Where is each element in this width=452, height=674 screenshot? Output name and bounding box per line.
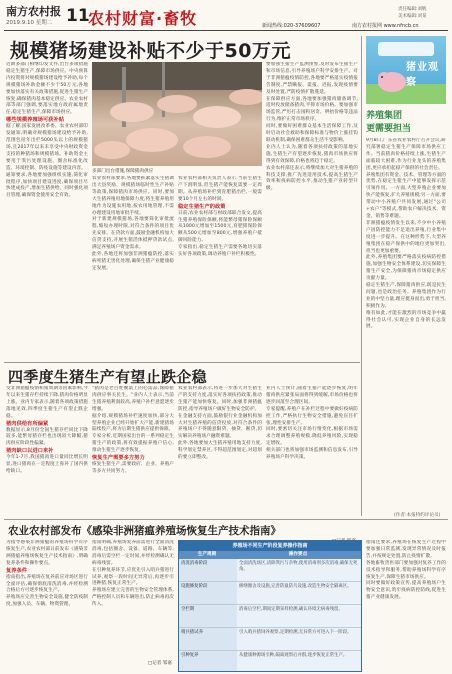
article3-col4: 指南还要求,养殖场在恢复生产过程中要加强日常监测,发现异常情况及时报告,并按规定处置,防止疫情扩散。 各地畜牧兽医部门要加强对复养工作的技术指导和服务,帮助养殖场科学有序恢复生产,保障生猪市场供应。 同时要做好政策宣传,提高养殖场户生物安全意识,筑牢疫病防控防线,促进生猪产业健康发展。 [366,540,446,601]
lead-article-col3: 农业农村部相关负责人表示,当前生猪生产下滑明显,但生猪产能恢复需要一定周期。从养殖场补栏到育肥猪出栏,一般需要10个月左右的时间。 稳定生猪生产的政策 日前,农业农村部与财政部联合发文,提高生猪养殖保险保额,将能繁母猪保险保额从1000元增加至1500元,育肥猪保险保额从500元增加至800元,增强养殖户抵御风险能力。 专家指出,稳定生猪生产需要各地切实落实好各项政策,调动养殖户补栏积极性。 [178,176,262,258]
article3-headline: 农业农村部发布《感染非洲猪瘟养殖场恢复生产技术指南》 [8,525,281,537]
table-title: 养殖场不同生产阶段复养操作指南 [179,541,361,551]
lead-article-col2: 农业农村部要求,各地要抓紧落实生猪调出大县奖励、规模猪场临时性生产补贴等政策,保障猪肉市场供应。同时,要加大生猪养殖用地保障力度,将生猪养殖用地作为设施农用地,按农用地管理,不需办理建设用地审批手续。 对于新建规模猪场,各地要简化审批流程,缩短办理时限,对符合条件的项目优先安排。在贷款方面,鼓励金融机构加大信贷支持,开展生猪活体抵押贷款试点,满足养殖场户资金需求。 此外,各地还将加强非洲猪瘟防控,落实病死猪无害化处理,确保生猪产业健康稳定发展。 [92,176,174,271]
side-brand: 养殖集团 [366,111,403,121]
recovery-table [178,540,362,672]
side-banner [366,36,446,104]
side-headline: 更需要担当 [366,124,412,134]
table-cell-stage: 空栏期 [179,605,237,627]
table-cell-stage: 清洗消毒阶段 [179,559,237,581]
masthead [0,0,452,32]
article2-headline: 四季度生猪生产有望止跌企稳 [8,368,207,386]
article2-col1: 受非洲猪瘟疫情和猪周期等因素影响,今年以来生猪存栏持续下降,猪肉价格明显上涨。业内专家表示,随着各项政策措施落地见效,四季度生猪生产有望止跌企稳。 猪肉供给有所偏紧 数据显示,8月份全国生猪存栏同比下降较多,能繁母猪存栏也出现较大降幅,猪肉供应阶段性偏紧。 猪肉缺口以进口来补 今年1-7月,我国猪肉进口量同比增长明显,进口猪肉在一定程度上弥补了国内供给缺口。 [6,386,88,475]
table-row: 设施修复阶段 修缮圈舍及设施,完善防鼠防鸟设施,改造生物安全隔离区。 [179,582,361,605]
photo-caption: 多部门出台措施,保障猪肉供应 [92,169,154,174]
article3-subhead-1: 复养条件 [6,567,28,574]
lead-headline: 规模猪场建设补贴不少于50万元 [10,40,291,62]
news-hotline: 新闻热线:020-37609607 [262,23,321,29]
table-row: 哨兵猪试养 引入哨兵猪饲养观察,定期检测,无异常方可进入下一阶段。 [179,628,361,651]
side-banner-text: 猪业观察 [406,62,439,88]
article2-col3: 农业农村部表示,将进一步加大对生猪生产的支持力度,落实好各项扶持政策,推动生猪产能加快恢复。同时,加强非洲猪瘟防控,指导养殖场户做好生物安全防护。 在金融支持方面,鼓励银行业金融机构加大对生猪养殖的信贷投放,对符合条件的养殖场户不得随意限贷、抽贷、断贷,切实解决养殖场户融资难题。 此外,各地要加大生猪养殖用地支持力度,科学划定禁养区,不得超范围划定,对超划的要立即整改。 [178,386,262,461]
issue-date: 2019.9.10 星期二 [6,20,53,26]
table-cell-stage: 设施修复阶段 [179,582,237,604]
article3-col2: 指南明确,养殖场复养前需进行全面清洗消毒,包括圈舍、设备、道路、车辆等,消毒后需空栏一定时间,并经检测确认无病毒残留。 在引种复养环节,应优先引入哨兵猪进行试养,观察一段时间无异常后,再逐步引进种猪,恢复正常生产。 养殖场应建立完善的生物安全管理体系,严格控制人员和车辆进出,防止病毒再次传入。 □记者 邹嘉 [92,540,174,666]
article2-col2: "猪肉是老百姓餐桌上的必需品,保障猪肉供应事关民生。"业内人士表示,当前生猪养殖利润较高,养殖户补栏意愿逐步增强。 据介绍,规模猪场补栏速度加快,部分大型养殖企业已经开始扩大产能,新建猪场陆续投产,将为后期生猪供应提供保障。 专家分析,近期国家出台的一系列稳定生猪生产的政策,将有效提振养殖户信心,推动生猪生产逐步恢复。 恢复生产需要多方努力 恢复生猪生产,需要政府、企业、养殖户等多方共同努力。 [92,386,174,474]
table-col-points: 操作要点 [288,552,308,557]
article2-subhead-2: 猪肉缺口以进口来补 [6,448,54,455]
paper-name: 南方农村报 [6,5,61,18]
section-title: 农村财富·畜牧 [88,9,198,28]
table-cell-stage: 哨兵猪试养 [179,628,237,650]
designer-credit: 美术编辑:刘某 [398,14,427,19]
table-row: 清洗消毒阶段 全面清洗场区,清除粪污与杂物,使用消毒剂多次消毒,确保无死角。 [179,559,361,582]
article3-author: □记者 邹嘉 [147,661,172,666]
side-footer: (作者:本报特约评论员) [394,513,441,518]
article2-subhead-3: 恢复生产需要多方努力 [92,455,145,462]
table-col-stage: 生产周期 [197,552,217,557]
article2-subhead-1: 猪肉供给有所偏紧 [6,420,49,427]
article3-top-rule [4,519,448,520]
website: 南方农村报网 www.nfncb.cn [352,23,419,29]
masthead-rule [4,30,448,31]
article2-col4: 业内人士预计,随着生猪产能逐步恢复,明年猪肉供应紧张局面将得到缓解,市场价格也将逐步回落至合理区间。 专家提醒,养殖户在补栏过程中要做好疫病防控工作,严格执行生物安全措施,避免盲目扩张,理性安排生产。 同时,要密切关注市场行情变化,根据市场需求合理调整养殖规模,降低养殖风险,实现稳定增收。 相关部门也将加强市场监测和信息发布,引导养殖场户科学决策。 [266,386,358,546]
side-column-text: 9月8日,广东省农业农村厅召开会议,研究部署稳定生猪生产保障市场供应工作。当前猪肉价格持续上涨,生猪生产面临较大困难,作为行业龙头的养殖集团,更应承担起稳产保供的社会责任。 养殖集团有资金、技术、管理等方面的优势,在稳定生猪生产中能够发挥示范引领作用。一方面,大型养殖企业要加快产能恢复,扩大养殖规模;另一方面,要带动中小养殖户共同发展,通过"公司+农户"等模式,帮助农户解决技术、资金、销售等难题。 非洲猪瘟疫情发生以来,不少中小养殖户因防控能力不足退出养殖,行业集中度进一步提升。在这种形势下,大型养殖集团在稳产保供中的地位更加突出,担当也更加重要。 此外,养殖集团要严格落实疫病防控措施,加强生物安全体系建设,切实保障生猪生产安全,为保障猪肉市场稳定供应贡献力量。 稳定生猪生产,保障猪肉供应,既是民生问题,也是政治任务。养殖集团作为行业的中坚力量,理应挺身而出,勇于担当,积极作为。 唯有如此,才能在激烈的市场竞争中赢得社会认可,实现企业自身的长远发展。 [366,138,446,330]
column-divider [361,36,362,516]
article3-col1: 为指导感染非洲猪瘟的养殖场科学有序恢复生产,农业农村部日前发布《感染非洲猪瘟养殖场恢复生产技术指南》,明确复养条件和操作要点。 复养条件 指南指出,养殖场在复养前应对场区进行全面评估,确保彻底清洗消毒,并经检测合格后方可逐步恢复生产。 养殖场应完善生物安全设施,健全防疫制度,加强人员、车辆、物资管理。 [6,540,88,608]
lead-article-col1 [6,62,88,360]
table-cell-stage: 引种复养 [179,651,237,672]
editor-credit: 责任编辑:刘帆 [398,7,427,12]
table-row: 空栏期 消毒后空栏,期间定期采样检测,确认环境无病毒残留。 [179,605,361,628]
lead-article-col4: 要加强生猪生产监测预警,及时发布生猪生产和市场信息,引导养殖场户科学安排生产。对于非洲猪瘟疫情防控,各地要严格落实疫情报告制度,严禁瞒报、谎报、迟报,发现疫情要及时处置,严防疫情扩散蔓延。 在保障供应方面,各地要加强猪肉储备调节,适时投放储备猪肉,平抑市场价格。要加强市场监管,严厉打击囤积居奇、哄抬价格等违法行为,维护正常市场秩序。 同时,要做好困难群众基本生活保障工作,及时启动社会救助和保障标准与物价上涨挂钩联动机制,确保困难群众生活不受影响。 业内人士认为,随着各项扶持政策的落地实施,生猪生产有望逐步恢复,猪肉市场供应将得到有效保障,价格也将趋于稳定。 农业农村部还表示,将继续加大对生猪养殖的科技支撑,推广先进适用技术,提高生猪生产效率和疫病防控水平,推动生猪产业转型升级。 [266,62,358,192]
lead-photo [92,62,262,166]
page-number: 11 [66,6,90,26]
lead-subhead-2: 稳定生猪生产的政策 [178,203,226,210]
pigs-image [92,62,262,166]
article2-top-rule [4,362,360,363]
lead-body-text: 近期多部门相继印发文件,出台多项措施稳定生猪生产,保障市场供应。中央预算内投资将对规模猪场建设给予补助,每个规模猪场补助金额不少于50万元,各地要加快落实有关政策措施,促进生猪生产恢复,确保猪肉基本稳定供应。农业农村部等部门强调,要落实地方政府属地责任,稳定生猪生产,保障市场供应。 哪些规模养殖场可获补贴 据了解,国家发展改革委、农业农村部印发通知,明确对规模猪场建设给予补助,范围包括年出栏5000头以上的规模猪场,且2017年以来未享受中央财政资金支持的种猪场和规模猪场。补助资金主要用于粪污处理设施、圈舍标准化改造、环境控制、防疫设施等建设内容。 通知要求,各地要加强组织实施,简化审批程序,加快项目建设进度,确保项目尽快建成投产,增加生猪供给。同时强化项目管理,确保资金使用安全有效。 [6,62,88,199]
table-row: 引种复养 从健康种源场引种,隔离观察后并群,逐步恢复正常生产。 [179,651,361,672]
lead-subhead-1: 哪些规模养殖场可获补贴 [6,117,65,124]
